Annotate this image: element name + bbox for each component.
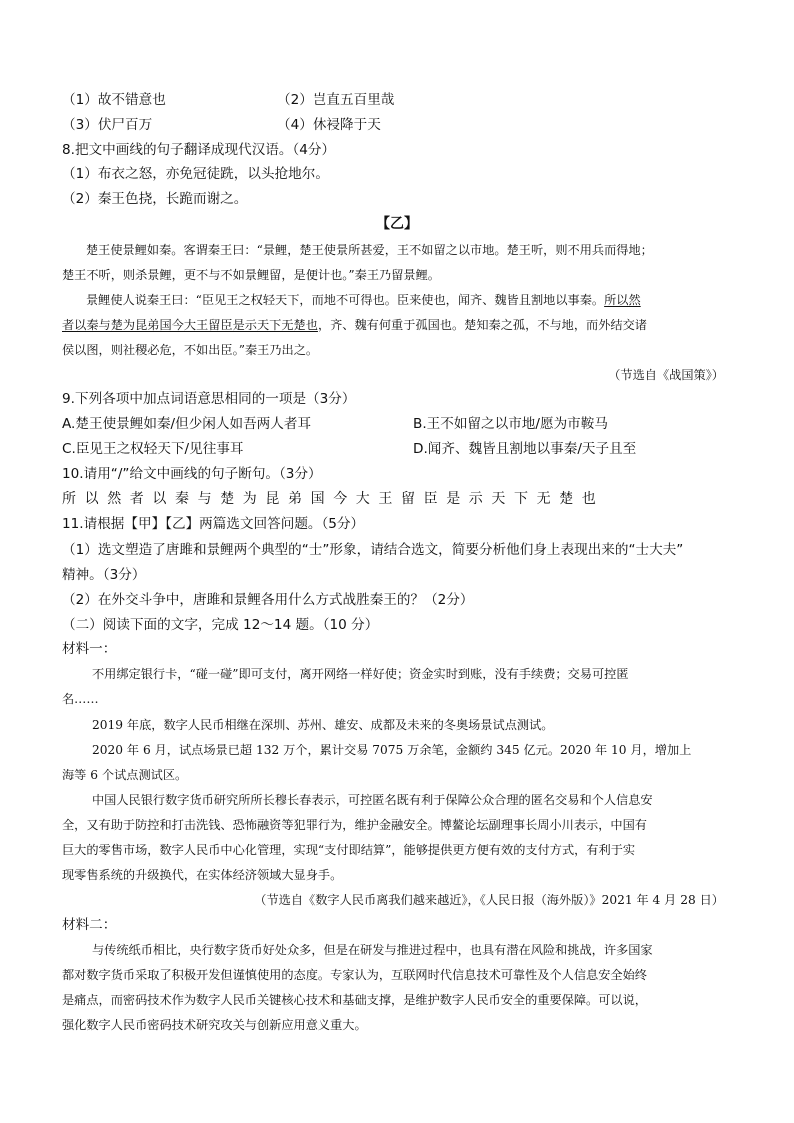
- question-11-sub-1-line-1: （1）选文塑造了唐雎和景鲤两个典型的“士”形象，请结合选文，简要分析他们身上表现出来的“士大夫”: [62, 542, 684, 558]
- question-8-sentence-2: （2）秦王色挠，长跪而谢之。: [62, 191, 248, 207]
- underlined-sentence: 所以然: [604, 293, 641, 307]
- material-1-paragraph-4-line-4: 现零售系统的升级换代，在实体经济领域大显身手。: [62, 868, 343, 882]
- material-1-paragraph-3-line-2: 海等 6 个试点测试区。: [62, 768, 188, 782]
- question-10-sentence: 所以然者以秦与楚为昆弟国今大王留臣是示天下无楚也: [62, 491, 605, 507]
- material-1-paragraph-4-line-1: 中国人民银行数字货币研究所所长穆长春表示，可控匿名既有利于保障公众合理的匿名交易和个人信息安: [92, 793, 653, 807]
- question-9-stem: 9.下列各项中加点词语意思相同的一项是（3分）: [62, 391, 356, 407]
- question-9-option-c: C.臣见王之权轻天下/见往事耳: [62, 441, 244, 457]
- material-1-paragraph-1-line-2: 名……: [62, 692, 99, 706]
- passage-b-paragraph-1-line-1: 楚王使景鲤如秦。客谓秦王曰：“景鲤，楚王使景所甚爱，王不如留之以市地。楚王听，则不用兵而得地；: [86, 243, 653, 257]
- question-11-stem: 11.请根据【甲】【乙】两篇选文回答问题。（5分）: [62, 516, 365, 532]
- option-1: （1）故不错意也: [62, 92, 166, 108]
- passage-b-text: 景鲤使人说秦王曰：“臣见王之权轻天下，而地不可得也。臣来使也，闻齐、魏皆且割地以事秦。: [86, 293, 605, 307]
- material-1-paragraph-1-line-1: 不用绑定银行卡，“碰一碰”即可支付，离开网络一样好使；资金实时到账，没有手续费；交易可控匿: [92, 667, 629, 681]
- material-1-paragraph-4-line-3: 巨大的零售市场，数字人民币中心化管理，实现“支付即结算”，能够提供更方便有效的支付方式，有利于实: [62, 843, 636, 857]
- question-11-sub-1-line-2: 精神。（3分）: [62, 567, 146, 583]
- passage-b-paragraph-1-line-2: 楚王不听，则杀景鲤，更不与不如景鲤留，是便计也。”秦王乃留景鲤。: [62, 268, 440, 282]
- section-2-heading: （二）阅读下面的文字，完成 12～14 题。（10 分）: [62, 617, 379, 633]
- question-8-sentence-1: （1）布衣之怒，亦免冠徒跣，以头抢地尔。: [62, 166, 329, 182]
- material-1-title: 材料一：: [62, 641, 117, 657]
- passage-b-source: （节选自《战国策》）: [608, 368, 724, 382]
- question-11-sub-2: （2）在外交斗争中，唐雎和景鲤各用什么方式战胜秦王的？（2分）: [62, 592, 474, 608]
- passage-b-paragraph-2-line-2: [62, 316, 647, 334]
- passage-b-title: 【乙】: [376, 216, 418, 232]
- material-1-paragraph-4-line-2: 全，又有助于防控和打击洗钱、恐怖融资等犯罪行为，维护金融安全。博鳌论坛副理事长周小川表示，中国有: [62, 818, 647, 832]
- question-9-option-b: B.王不如留之以市地/愿为市鞍马: [413, 416, 608, 432]
- question-9-option-a: A.楚王使景鲤如秦/但少闲人如吾两人者耳: [62, 416, 312, 432]
- passage-b-paragraph-2-line-3: 侯以图，则社稷必危，不如出臣。”秦王乃出之。: [62, 343, 319, 357]
- material-1-paragraph-3-line-1: 2020 年 6 月，试点场景已超 132 万个，累计交易 7075 万余笔，金额约 345 亿元。2020 年 10 月，增加上: [92, 743, 692, 757]
- material-2-paragraph-1-line-3: 是痛点，而密码技术作为数字人民币关键核心技术和基础支撑，是维护数字人民币安全的重要保障。可以说，: [62, 993, 647, 1007]
- question-10-stem: 10.请用“/”给文中画线的句子断句。（3分）: [62, 466, 322, 482]
- material-2-paragraph-1-line-2: 都对数字货币采取了积极开发但谨慎使用的态度。专家认为，互联网时代信息技术可靠性及个人信息安全始终: [62, 968, 647, 982]
- passage-b-text: ，齐、魏有何重于孤国也。楚知秦之孤，不与地，而外结交诸: [317, 318, 647, 332]
- material-1-paragraph-2: 2019 年底，数字人民币相继在深圳、苏州、雄安、成都及未来的冬奥场景试点测试。: [92, 718, 554, 732]
- material-2-paragraph-1-line-1: 与传统纸币相比，央行数字货币好处众多，但是在研发与推进过程中，也具有潜在风险和挑战，许多国家: [92, 943, 653, 957]
- question-9-option-d: D.闻齐、魏皆且割地以事秦/天子且至: [413, 441, 637, 457]
- material-2-title: 材料二：: [62, 917, 117, 933]
- passage-b-paragraph-2-line-1: [86, 291, 641, 309]
- option-3: （3）伏尸百万: [62, 117, 153, 133]
- underlined-sentence: 者以秦与楚为昆弟国今大王留臣是示天下无楚也: [62, 318, 318, 332]
- option-4: （4）休祲降于天: [277, 117, 381, 133]
- material-2-paragraph-1-line-4: 强化数字人民币密码技术研究攻关与创新应用意义重大。: [62, 1018, 367, 1032]
- option-2: （2）岂直五百里哉: [277, 92, 395, 108]
- question-8-stem: 8.把文中画线的句子翻译成现代汉语。（4分）: [62, 142, 336, 158]
- material-1-source: （节选自《数字人民币离我们越来越近》，《人民日报（海外版）》2021 年 4 月 28 日）: [254, 893, 724, 907]
